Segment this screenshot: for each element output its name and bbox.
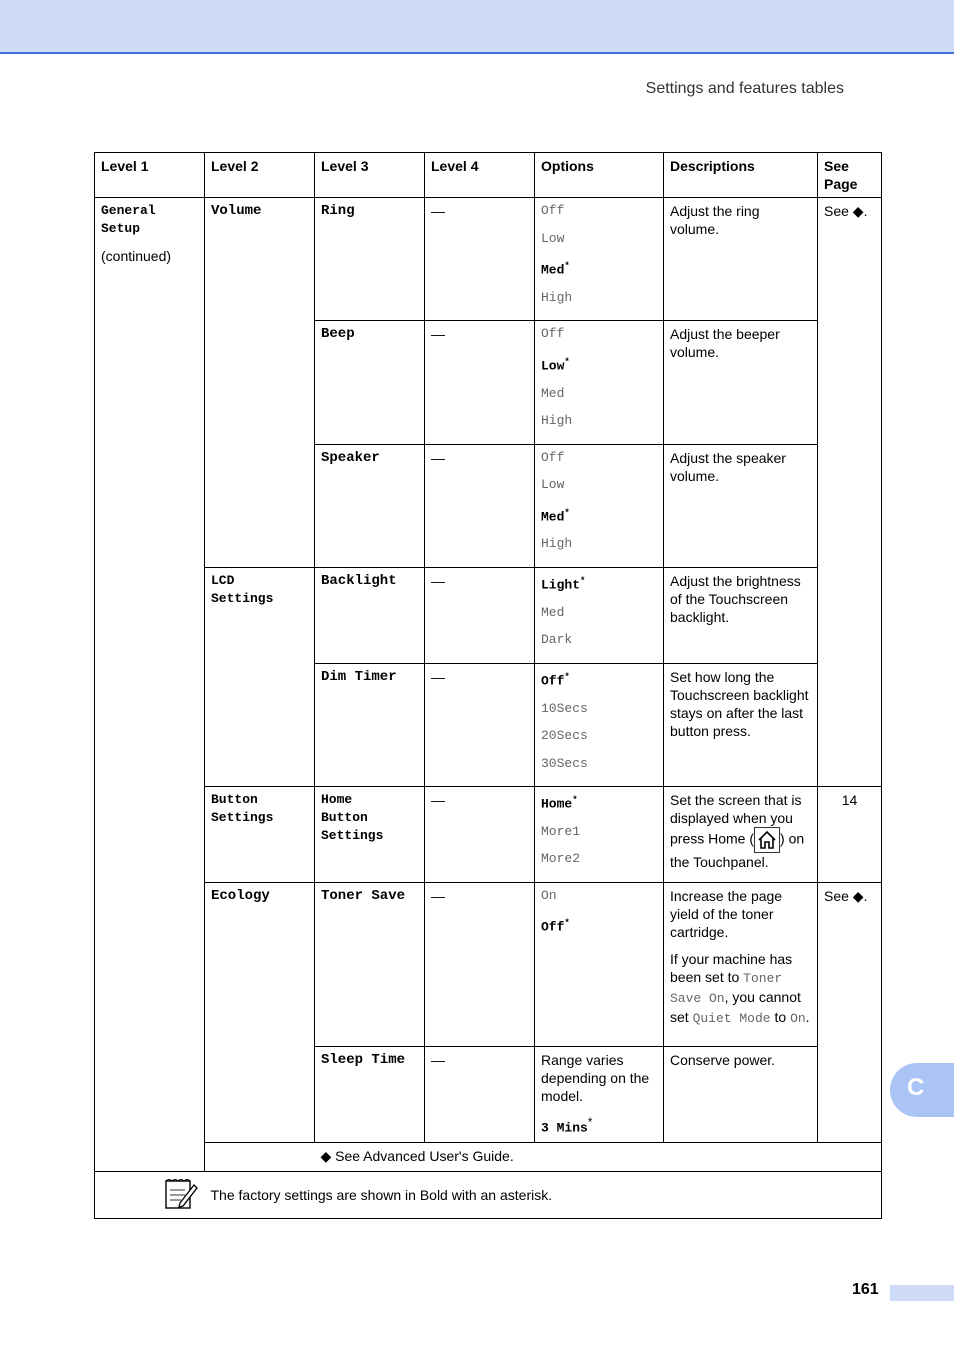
option: Med bbox=[541, 604, 565, 620]
level3-cell bbox=[315, 787, 425, 883]
options-cell bbox=[535, 787, 664, 883]
table-row bbox=[95, 567, 882, 663]
level3-name: Home bbox=[321, 792, 353, 808]
page-number: 161 bbox=[852, 1281, 879, 1298]
option: More2 bbox=[541, 851, 581, 867]
default-marker: * bbox=[580, 575, 586, 586]
option: High bbox=[541, 289, 573, 305]
default-option: 3 Mins bbox=[541, 1120, 588, 1136]
description-fragment: , you cannot set bbox=[670, 988, 801, 1025]
table-row bbox=[95, 787, 882, 883]
chapter-tab[interactable] bbox=[890, 1063, 954, 1117]
level3-cell: Dim Timer bbox=[315, 663, 425, 786]
running-header: Settings and features tables bbox=[645, 80, 844, 97]
default-marker: * bbox=[564, 918, 570, 929]
level2-cell bbox=[205, 787, 315, 883]
home-icon bbox=[754, 827, 780, 853]
default-option: Off* bbox=[541, 671, 570, 689]
level3-cell: Speaker bbox=[315, 444, 425, 567]
option: Off bbox=[541, 449, 565, 465]
level3-name: Settings bbox=[321, 828, 384, 844]
option: Med bbox=[541, 385, 565, 401]
default-option: Med* bbox=[541, 261, 570, 278]
description-cell: Adjust the speaker volume. bbox=[664, 444, 818, 567]
level2-name: LCD bbox=[211, 572, 235, 588]
description-text bbox=[670, 950, 811, 1028]
level2-name: Button bbox=[211, 792, 258, 808]
options-text: Range varies depending on the model. bbox=[541, 1051, 650, 1104]
default-option: Low* bbox=[541, 356, 570, 374]
default-option: Med* bbox=[541, 507, 570, 524]
level2-name: Settings bbox=[211, 590, 274, 606]
options-cell bbox=[535, 567, 664, 663]
level3-cell: Ring bbox=[315, 198, 425, 321]
default-marker: * bbox=[564, 261, 570, 271]
description-fragment: . bbox=[805, 1008, 810, 1025]
level3-cell: Toner Save bbox=[315, 882, 425, 1046]
default-option: Light* bbox=[541, 575, 586, 593]
options-cell bbox=[535, 444, 664, 567]
table-row bbox=[95, 198, 882, 321]
option: High bbox=[541, 413, 573, 429]
level4-cell: — bbox=[425, 882, 535, 1046]
option: Low bbox=[541, 477, 565, 493]
level4-cell: — bbox=[425, 1046, 535, 1142]
column-header: Options bbox=[535, 153, 664, 198]
footnote: ◆ See Advanced User's Guide. bbox=[315, 1142, 882, 1171]
note-text: The factory settings are shown in Bold with an asterisk. bbox=[205, 1171, 882, 1218]
options-cell bbox=[535, 1046, 664, 1142]
description-fragment: If your machine has been set to bbox=[670, 950, 793, 985]
description-text: Increase the page yield of the toner cartridge. bbox=[670, 887, 783, 940]
default-marker: * bbox=[564, 356, 570, 367]
column-header: Level 1 bbox=[95, 153, 205, 198]
option: Low bbox=[541, 230, 565, 246]
see-page-cell: See ◆. bbox=[818, 882, 882, 1142]
see-page-cell: See ◆. bbox=[818, 198, 882, 787]
menu-code: Quiet Mode bbox=[692, 1010, 771, 1026]
description-cell: Adjust the beeper volume. bbox=[664, 321, 818, 444]
description-cell: Adjust the brightness of the Touchscreen backlight. bbox=[664, 567, 818, 663]
column-header: Level 4 bbox=[425, 153, 535, 198]
option: 10Secs bbox=[541, 700, 588, 716]
note-pencil-icon bbox=[163, 1197, 199, 1213]
note-row bbox=[95, 1171, 882, 1218]
level1-cell bbox=[95, 198, 205, 1172]
options-cell bbox=[535, 663, 664, 786]
default-option: Home* bbox=[541, 795, 578, 812]
description-cell: Set how long the Touchscreen backlight stays on after the last button press. bbox=[664, 663, 818, 786]
option: 20Secs bbox=[541, 728, 588, 744]
level4-cell: — bbox=[425, 321, 535, 444]
column-header: See Page bbox=[818, 153, 882, 198]
level4-cell: — bbox=[425, 663, 535, 786]
menu-code: Toner Save On bbox=[670, 970, 783, 1006]
level2-cell: Volume bbox=[205, 198, 315, 568]
description-cell: Adjust the ring volume. bbox=[664, 198, 818, 321]
description-cell bbox=[664, 787, 818, 883]
level3-cell: Beep bbox=[315, 321, 425, 444]
note-icon-cell bbox=[95, 1171, 205, 1218]
option: High bbox=[541, 536, 573, 552]
default-marker: * bbox=[564, 671, 570, 682]
menu-code: On bbox=[790, 1010, 806, 1026]
table-row bbox=[95, 882, 882, 1046]
level3-name: Button bbox=[321, 810, 368, 826]
default-option: Off* bbox=[541, 918, 570, 935]
option: On bbox=[541, 887, 557, 903]
level2-cell bbox=[205, 567, 315, 786]
description-cell: Conserve power. bbox=[664, 1046, 818, 1142]
option: Dark bbox=[541, 632, 573, 648]
options-cell bbox=[535, 198, 664, 321]
option: Off bbox=[541, 203, 565, 218]
column-header: Descriptions bbox=[664, 153, 818, 198]
level4-cell: — bbox=[425, 198, 535, 321]
default-marker: * bbox=[564, 507, 570, 518]
option: 30Secs bbox=[541, 755, 588, 771]
description-cell bbox=[664, 882, 818, 1046]
column-header: Level 2 bbox=[205, 153, 315, 198]
option: More1 bbox=[541, 823, 581, 839]
default-marker: * bbox=[572, 795, 578, 806]
column-header: Level 3 bbox=[315, 153, 425, 198]
continued-label: (continued) bbox=[101, 248, 172, 264]
settings-table bbox=[94, 152, 882, 1219]
description-fragment: to bbox=[770, 1008, 791, 1025]
default-marker: * bbox=[587, 1115, 593, 1129]
option: Off bbox=[541, 326, 565, 342]
level2-cell: Ecology bbox=[205, 882, 315, 1142]
top-band bbox=[0, 0, 954, 54]
see-page-cell: 14 bbox=[818, 787, 882, 883]
level3-cell: Backlight bbox=[315, 567, 425, 663]
level4-cell: — bbox=[425, 444, 535, 567]
level1-name: General bbox=[101, 203, 156, 218]
level2-name: Settings bbox=[211, 810, 274, 826]
options-cell bbox=[535, 882, 664, 1046]
description-text: ) on the Touchpanel. bbox=[670, 830, 805, 871]
chapter-tab-label: C bbox=[907, 1074, 925, 1101]
page-number-bar bbox=[890, 1285, 954, 1301]
options-cell bbox=[535, 321, 664, 444]
level4-cell: — bbox=[425, 567, 535, 663]
level4-cell: — bbox=[425, 787, 535, 883]
footnote-row bbox=[95, 1142, 882, 1171]
table-header-row bbox=[95, 153, 882, 198]
level1-name: Setup bbox=[101, 221, 141, 236]
level3-cell: Sleep Time bbox=[315, 1046, 425, 1142]
description-text: Set the screen that is displayed when you press Home ( bbox=[670, 792, 802, 847]
